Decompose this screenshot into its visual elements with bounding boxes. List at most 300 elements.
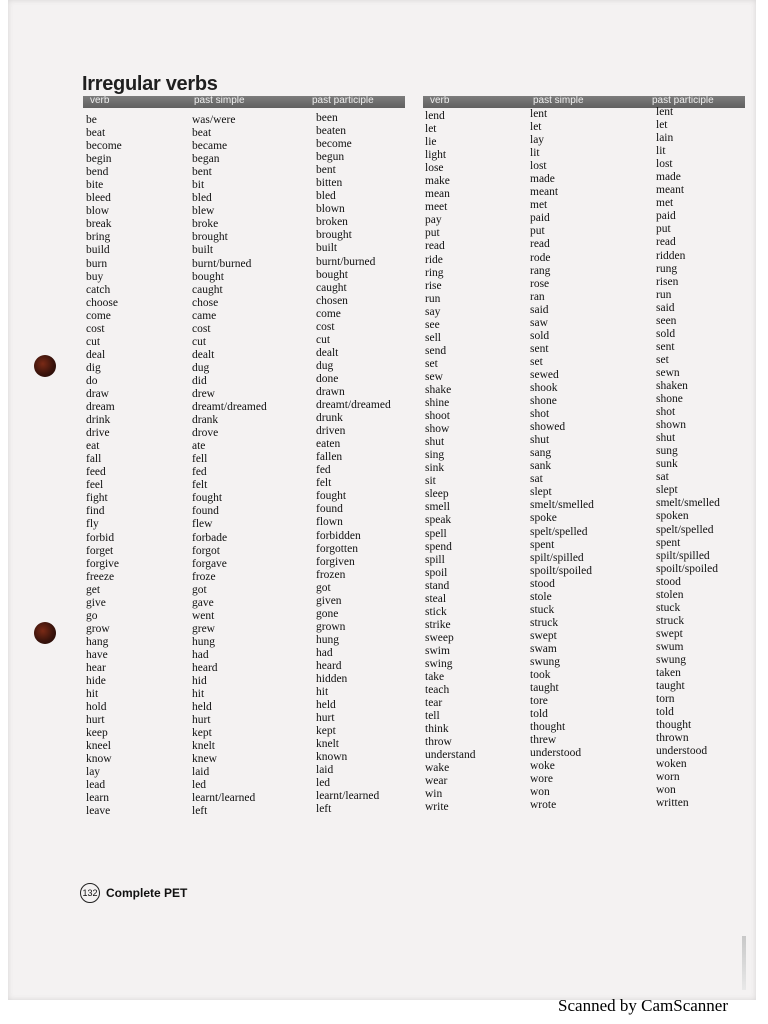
table-cell: ridden	[656, 249, 686, 262]
table-cell: was/were	[192, 114, 236, 126]
past-participle-column-right	[656, 106, 720, 811]
table-cell: stuck	[656, 601, 681, 614]
table-cell: speak	[425, 514, 452, 527]
table-cell: sold	[530, 329, 550, 342]
table-cell: drove	[192, 427, 219, 440]
table-cell: grown	[316, 620, 346, 633]
table-cell: met	[530, 199, 548, 212]
punch-hole-bottom	[34, 622, 56, 644]
table-cell: lit	[656, 145, 666, 158]
table-cell: knelt	[316, 738, 339, 751]
table-cell: learnt/learned	[316, 790, 380, 803]
table-cell: shake	[425, 383, 452, 396]
table-cell: fought	[316, 490, 347, 503]
table-cell: cost	[316, 320, 335, 333]
table-cell: had	[316, 646, 333, 659]
table-cell: driven	[316, 425, 346, 438]
table-cell: lose	[425, 162, 444, 175]
table-cell: ran	[530, 290, 545, 303]
table-cell: bitten	[316, 177, 343, 190]
table-cell: freeze	[86, 570, 115, 583]
table-cell: read	[425, 240, 445, 253]
table-cell: lost	[656, 158, 673, 171]
table-cell: been	[316, 112, 338, 124]
table-cell: written	[656, 797, 689, 810]
table-cell: spelt/spelled	[530, 525, 588, 538]
table-cell: forgive	[86, 557, 120, 570]
table-cell: be	[86, 114, 97, 126]
table-cell: feed	[86, 466, 106, 479]
table-cell: spilt/spilled	[656, 549, 710, 562]
table-cell: hurt	[86, 714, 105, 727]
table-cell: deal	[86, 348, 106, 361]
header-past-participle-left: past participle	[312, 95, 374, 106]
table-cell: sleep	[425, 488, 449, 501]
table-cell: cut	[316, 333, 331, 346]
table-cell: had	[192, 648, 209, 661]
table-cell: burnt/burned	[192, 257, 252, 270]
table-cell: bought	[316, 268, 348, 281]
header-verb-left: verb	[90, 95, 110, 106]
table-cell: struck	[656, 614, 685, 627]
table-cell: went	[192, 609, 215, 622]
table-cell: caught	[192, 283, 223, 296]
table-cell: taught	[530, 682, 559, 695]
table-cell: rose	[530, 277, 550, 290]
table-cell: broke	[192, 218, 219, 231]
table-cell: came	[192, 309, 217, 322]
table-cell: wear	[425, 775, 448, 788]
table-cell: sew	[425, 370, 443, 383]
table-cell: heard	[316, 659, 342, 672]
table-cell: ride	[425, 253, 443, 266]
table-cell: lend	[425, 110, 445, 122]
table-cell: put	[656, 223, 671, 236]
table-cell: choose	[86, 296, 118, 309]
table-cell: mean	[425, 188, 450, 201]
table-cell: knew	[192, 753, 217, 766]
table-cell: won	[530, 786, 550, 799]
table-cell: chosen	[316, 294, 348, 307]
table-cell: stuck	[530, 603, 555, 616]
table-cell: teach	[425, 684, 450, 697]
table-cell: torn	[656, 693, 675, 706]
table-cell: begin	[86, 153, 112, 166]
table-cell: say	[425, 305, 441, 318]
table-cell: paid	[656, 210, 676, 223]
table-cell: drawn	[316, 385, 345, 398]
table-cell: fly	[86, 518, 99, 531]
header-past-participle-right: past participle	[652, 95, 714, 106]
table-cell: hurt	[316, 712, 335, 725]
table-cell: drive	[86, 427, 110, 440]
table-cell: met	[656, 197, 674, 210]
table-cell: dealt	[316, 346, 339, 359]
table-cell: blown	[316, 203, 345, 216]
table-cell: sent	[530, 342, 549, 355]
table-cell: cut	[192, 335, 207, 348]
table-cell: put	[425, 227, 440, 240]
table-cell: buy	[86, 270, 104, 283]
table-cell: did	[192, 374, 207, 387]
table-cell: bend	[86, 166, 109, 179]
table-cell: do	[86, 374, 98, 387]
table-cell: show	[425, 423, 450, 436]
table-cell: set	[530, 355, 543, 368]
table-cell: given	[316, 594, 342, 607]
table-cell: catch	[86, 283, 111, 296]
table-cell: pay	[425, 214, 442, 227]
table-cell: drank	[192, 414, 219, 427]
verb-column-left	[86, 114, 122, 819]
table-cell: stole	[530, 590, 552, 603]
table-cell: told	[530, 708, 548, 721]
table-cell: built	[192, 244, 214, 257]
table-cell: found	[316, 503, 343, 516]
table-cell: became	[192, 140, 228, 153]
table-cell: sold	[656, 327, 676, 340]
table-cell: lent	[656, 106, 674, 118]
table-cell: learnt/learned	[192, 792, 256, 805]
table-cell: become	[86, 140, 122, 153]
table-cell: shot	[530, 408, 550, 421]
table-cell: forbade	[192, 531, 228, 544]
page-number: 132	[80, 883, 100, 903]
table-cell: hidden	[316, 673, 348, 686]
table-cell: blew	[192, 205, 215, 218]
table-cell: fought	[192, 492, 223, 505]
table-cell: sewed	[530, 368, 559, 381]
table-cell: smelt/smelled	[530, 499, 594, 512]
table-cell: leave	[86, 805, 111, 818]
table-cell: send	[425, 344, 447, 357]
table-cell: understood	[656, 745, 708, 758]
table-cell: smell	[425, 501, 450, 514]
table-cell: took	[530, 669, 551, 682]
table-cell: meant	[530, 186, 559, 199]
table-cell: fall	[86, 453, 102, 466]
table-cell: bleed	[86, 192, 111, 205]
table-cell: found	[192, 505, 219, 518]
table-cell: burn	[86, 257, 108, 270]
table-cell: risen	[656, 275, 679, 288]
table-cell: spoken	[656, 510, 689, 523]
table-cell: gave	[192, 596, 214, 609]
table-cell: stood	[656, 575, 681, 588]
table-cell: lay	[530, 134, 545, 147]
table-cell: beaten	[316, 125, 347, 138]
table-cell: paid	[530, 212, 550, 225]
table-cell: swung	[530, 655, 561, 668]
table-cell: light	[425, 149, 447, 162]
table-cell: felt	[316, 477, 332, 490]
table-cell: bent	[192, 166, 212, 179]
table-cell: left	[316, 803, 332, 816]
table-cell: swing	[425, 657, 453, 670]
table-cell: cut	[86, 335, 101, 348]
table-cell: won	[656, 784, 676, 797]
table-cell: steal	[425, 592, 447, 605]
table-cell: meant	[656, 184, 685, 197]
table-cell: chose	[192, 296, 219, 309]
table-cell: stood	[530, 577, 555, 590]
table-cell: shut	[530, 434, 550, 447]
table-cell: shown	[656, 419, 687, 432]
table-cell: showed	[530, 421, 566, 434]
table-cell: shook	[530, 381, 558, 394]
table-cell: flown	[316, 516, 343, 529]
table-cell: build	[86, 244, 110, 257]
table-cell: run	[656, 288, 672, 301]
table-cell: sell	[425, 331, 441, 344]
table-cell: shoot	[425, 410, 450, 423]
table-cell: kept	[192, 727, 212, 740]
table-cell: lit	[530, 147, 540, 160]
table-cell: dreamt/dreamed	[192, 401, 267, 414]
table-cell: grow	[86, 622, 110, 635]
table-cell: eat	[86, 440, 100, 453]
table-cell: sunk	[656, 458, 678, 471]
page-title: Irregular verbs	[82, 73, 218, 95]
table-cell: knelt	[192, 740, 215, 753]
table-cell: have	[86, 648, 108, 661]
table-cell: laid	[192, 766, 210, 779]
table-cell: held	[192, 701, 212, 714]
table-cell: think	[425, 723, 449, 736]
table-cell: shone	[656, 393, 683, 406]
table-cell: froze	[192, 570, 216, 583]
table-cell: win	[425, 788, 443, 801]
table-cell: shut	[656, 432, 676, 445]
page-footer	[80, 883, 187, 903]
table-cell: began	[192, 153, 220, 166]
table-cell: throw	[425, 736, 452, 749]
table-cell: lent	[530, 108, 548, 120]
table-cell: let	[656, 119, 668, 132]
table-cell: swim	[425, 644, 450, 657]
verb-column-right	[425, 110, 475, 815]
table-cell: saw	[530, 316, 548, 329]
table-cell: known	[316, 751, 348, 764]
table-cell: beat	[86, 127, 106, 140]
table-cell: swum	[656, 640, 684, 653]
table-cell: hit	[86, 688, 99, 701]
table-cell: spoke	[530, 512, 557, 525]
scanner-watermark: Scanned by CamScanner	[558, 996, 728, 1015]
table-cell: sat	[656, 471, 669, 484]
table-cell: bought	[192, 270, 224, 283]
table-cell: swung	[656, 653, 687, 666]
table-cell: lain	[656, 132, 674, 145]
table-cell: thought	[530, 721, 566, 734]
table-cell: make	[425, 175, 450, 188]
table-cell: hang	[86, 635, 109, 648]
table-cell: rise	[425, 279, 442, 292]
table-cell: tear	[425, 697, 443, 710]
table-cell: know	[86, 753, 112, 766]
table-cell: understood	[530, 747, 582, 760]
table-cell: got	[192, 583, 207, 596]
table-cell: heard	[192, 661, 218, 674]
table-cell: shot	[656, 406, 676, 419]
table-cell: forgiven	[316, 555, 355, 568]
table-cell: swept	[530, 629, 557, 642]
table-cell: spoilt/spoiled	[656, 562, 718, 575]
table-cell: forget	[86, 544, 114, 557]
table-cell: hid	[192, 675, 207, 688]
table-cell: sit	[425, 475, 436, 488]
table-cell: stick	[425, 605, 447, 618]
table-cell: begun	[316, 151, 345, 164]
table-cell: fed	[316, 464, 331, 477]
table-cell: struck	[530, 616, 559, 629]
table-cell: sewn	[656, 366, 680, 379]
table-cell: fed	[192, 466, 207, 479]
past-participle-column-left	[316, 112, 391, 817]
table-cell: eaten	[316, 438, 341, 451]
table-cell: spoilt/spoiled	[530, 564, 592, 577]
table-cell: break	[86, 218, 112, 231]
table-cell: gone	[316, 607, 339, 620]
table-cell: sung	[656, 445, 678, 458]
table-cell: wrote	[530, 799, 557, 812]
table-cell: taken	[656, 667, 681, 680]
table-cell: frozen	[316, 568, 346, 581]
table-cell: felt	[192, 479, 208, 492]
table-cell: set	[656, 353, 669, 366]
table-cell: understand	[425, 749, 476, 762]
table-cell: swept	[656, 627, 683, 640]
table-cell: worn	[656, 771, 680, 784]
table-cell: bit	[192, 179, 205, 192]
table-cell: get	[86, 583, 101, 596]
table-cell: bled	[316, 190, 336, 203]
table-cell: sing	[425, 449, 445, 462]
table-cell: thrown	[656, 732, 689, 745]
table-cell: rung	[656, 262, 678, 275]
table-cell: sweep	[425, 631, 454, 644]
table-cell: put	[530, 225, 545, 238]
table-cell: led	[316, 777, 331, 790]
table-cell: hit	[192, 688, 205, 701]
table-cell: cost	[192, 322, 211, 335]
table-cell: led	[192, 779, 207, 792]
table-cell: laid	[316, 764, 334, 777]
table-cell: stolen	[656, 588, 684, 601]
table-cell: drew	[192, 387, 215, 400]
table-cell: read	[530, 238, 550, 251]
table-cell: sat	[530, 473, 543, 486]
table-cell: hung	[316, 633, 339, 646]
table-cell: broken	[316, 216, 348, 229]
table-cell: feel	[86, 479, 104, 492]
table-cell: dream	[86, 401, 115, 414]
table-cell: kneel	[86, 740, 111, 753]
header-past-simple-right: past simple	[533, 95, 584, 106]
table-cell: sank	[530, 460, 552, 473]
table-cell: run	[425, 292, 441, 305]
table-cell: bite	[86, 179, 104, 192]
table-cell: grew	[192, 622, 215, 635]
table-cell: taught	[656, 680, 685, 693]
table-cell: drunk	[316, 412, 343, 425]
table-cell: forgot	[192, 544, 220, 557]
table-cell: beat	[192, 127, 212, 140]
past-simple-column-right	[530, 108, 594, 813]
table-cell: find	[86, 505, 105, 518]
table-cell: come	[86, 309, 111, 322]
table-cell: spent	[530, 538, 555, 551]
table-cell: hold	[86, 701, 107, 714]
table-cell: sink	[425, 462, 445, 475]
table-cell: flew	[192, 518, 213, 531]
book-title: Complete PET	[106, 886, 188, 900]
past-simple-column-left	[192, 114, 267, 819]
table-cell: fight	[86, 492, 108, 505]
table-cell: done	[316, 372, 339, 385]
table-cell: brought	[316, 229, 352, 242]
table-cell: ring	[425, 266, 444, 279]
table-cell: rang	[530, 264, 551, 277]
table-cell: meet	[425, 201, 448, 214]
table-cell: bled	[192, 192, 212, 205]
table-cell: give	[86, 596, 106, 609]
table-cell: lay	[86, 766, 101, 779]
table-cell: become	[316, 138, 352, 151]
table-cell: hide	[86, 675, 106, 688]
header-verb-right: verb	[430, 95, 450, 106]
table-cell: keep	[86, 727, 108, 740]
table-cell: take	[425, 671, 445, 684]
table-cell: read	[656, 236, 676, 249]
table-cell: threw	[530, 734, 557, 747]
table-cell: spelt/spelled	[656, 523, 714, 536]
table-cell: learn	[86, 792, 109, 805]
table-cell: swam	[530, 642, 557, 655]
table-cell: dig	[86, 361, 101, 374]
table-cell: spilt/spilled	[530, 551, 584, 564]
table-cell: left	[192, 805, 208, 818]
punch-hole-top	[34, 355, 56, 377]
table-cell: forbid	[86, 531, 115, 544]
table-cell: let	[425, 123, 437, 136]
table-cell: drink	[86, 414, 111, 427]
table-cell: kept	[316, 725, 336, 738]
table-cell: brought	[192, 231, 228, 244]
table-cell: fallen	[316, 451, 343, 464]
table-cell: caught	[316, 281, 347, 294]
table-cell: forgotten	[316, 542, 358, 555]
table-cell: lead	[86, 779, 106, 792]
table-cell: woke	[530, 760, 555, 773]
table-cell: shaken	[656, 379, 688, 392]
table-cell: made	[530, 173, 555, 186]
table-cell: dug	[192, 361, 210, 374]
table-cell: wore	[530, 773, 553, 786]
table-cell: hit	[316, 686, 329, 699]
table-cell: dreamt/dreamed	[316, 399, 391, 412]
table-cell: told	[656, 706, 674, 719]
table-cell: got	[316, 581, 331, 594]
table-cell: wake	[425, 762, 450, 775]
table-cell: hung	[192, 635, 215, 648]
table-cell: slept	[530, 486, 552, 499]
table-cell: draw	[86, 387, 109, 400]
table-cell: set	[425, 357, 438, 370]
table-cell: dug	[316, 359, 334, 372]
table-cell: stand	[425, 579, 450, 592]
table-cell: dealt	[192, 348, 215, 361]
